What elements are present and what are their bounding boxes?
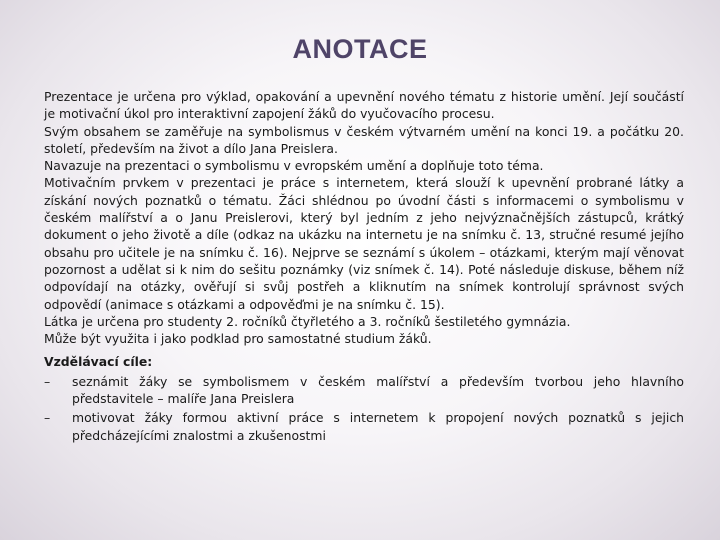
slide-body (44, 88, 684, 444)
paragraph-audience: Látka je určena pro studenty 2. ročníků čtyřletého a 3. ročníků šestiletého gymnázia. (44, 313, 571, 329)
goal-dash: – (44, 373, 51, 389)
paragraph-motivation: Motivačním prvkem v prezentaci je práce s internetem, která slouží k upevnění probrané látky a získání nových poznatků o tématu. Žáci shlédnou po úvodní části s informacemi o symbolismu v českém malířství a o Janu Preislerovi, který byl jedním z jeho nejvýznačnějších zástupců, krátký dokument o jeho životě a díle (odkaz na ukázku na internetu je na snímku č. 13, stručné resumé jejího obsahu pro učitele je na snímku č. 16). Nejprve se seznámí s úkolem – otázkami, kterým mají věnovat pozornost a udělat si k nim do sešitu poznámky (viz snímek č. 14). Poté následuje diskuse, během níž odpovídají na otázky, ověřují si svůj postřeh a kliknutím na snímek kontrolují správnost svých odpovědí (animace s otázkami a odpověďmi je na snímku č. 15). (44, 175, 684, 312)
goal-item (44, 373, 684, 408)
slide-title: ANOTACE (292, 34, 428, 64)
goal-item (44, 409, 684, 444)
goal-text: motivovat žáky formou aktivní práce s internetem k propojení nových poznatků s jejich předcházejícími znalostmi a zkušenostmi (72, 410, 684, 443)
goal-dash: – (44, 410, 51, 426)
goal-text: seznámit žáky se symbolismem v českém malířství a především tvorbou jeho hlavního představitele – malíře Jana Preislera (72, 373, 684, 407)
paragraph-content: Svým obsahem se zaměřuje na symbolismus v českém výtvarném umění na konci 19. a počátku 20. století, především na život a dílo Jana Preislera. (44, 123, 684, 156)
paragraph-self-study: Může být využita i jako podklad pro samostatné studium žáků. (44, 331, 432, 347)
paragraph-intro: Prezentace je určena pro výklad, opakování a upevnění nového tématu z historie umění. Její součástí je motivační úkol pro interaktivní zapojení žáků do vyučovacího procesu. (44, 89, 684, 122)
goals-heading: Vzdělávací cíle: (44, 354, 153, 370)
paragraph-continuation: Navazuje na prezentaci o symbolismu v evropském umění a doplňuje toto téma. (44, 158, 544, 174)
